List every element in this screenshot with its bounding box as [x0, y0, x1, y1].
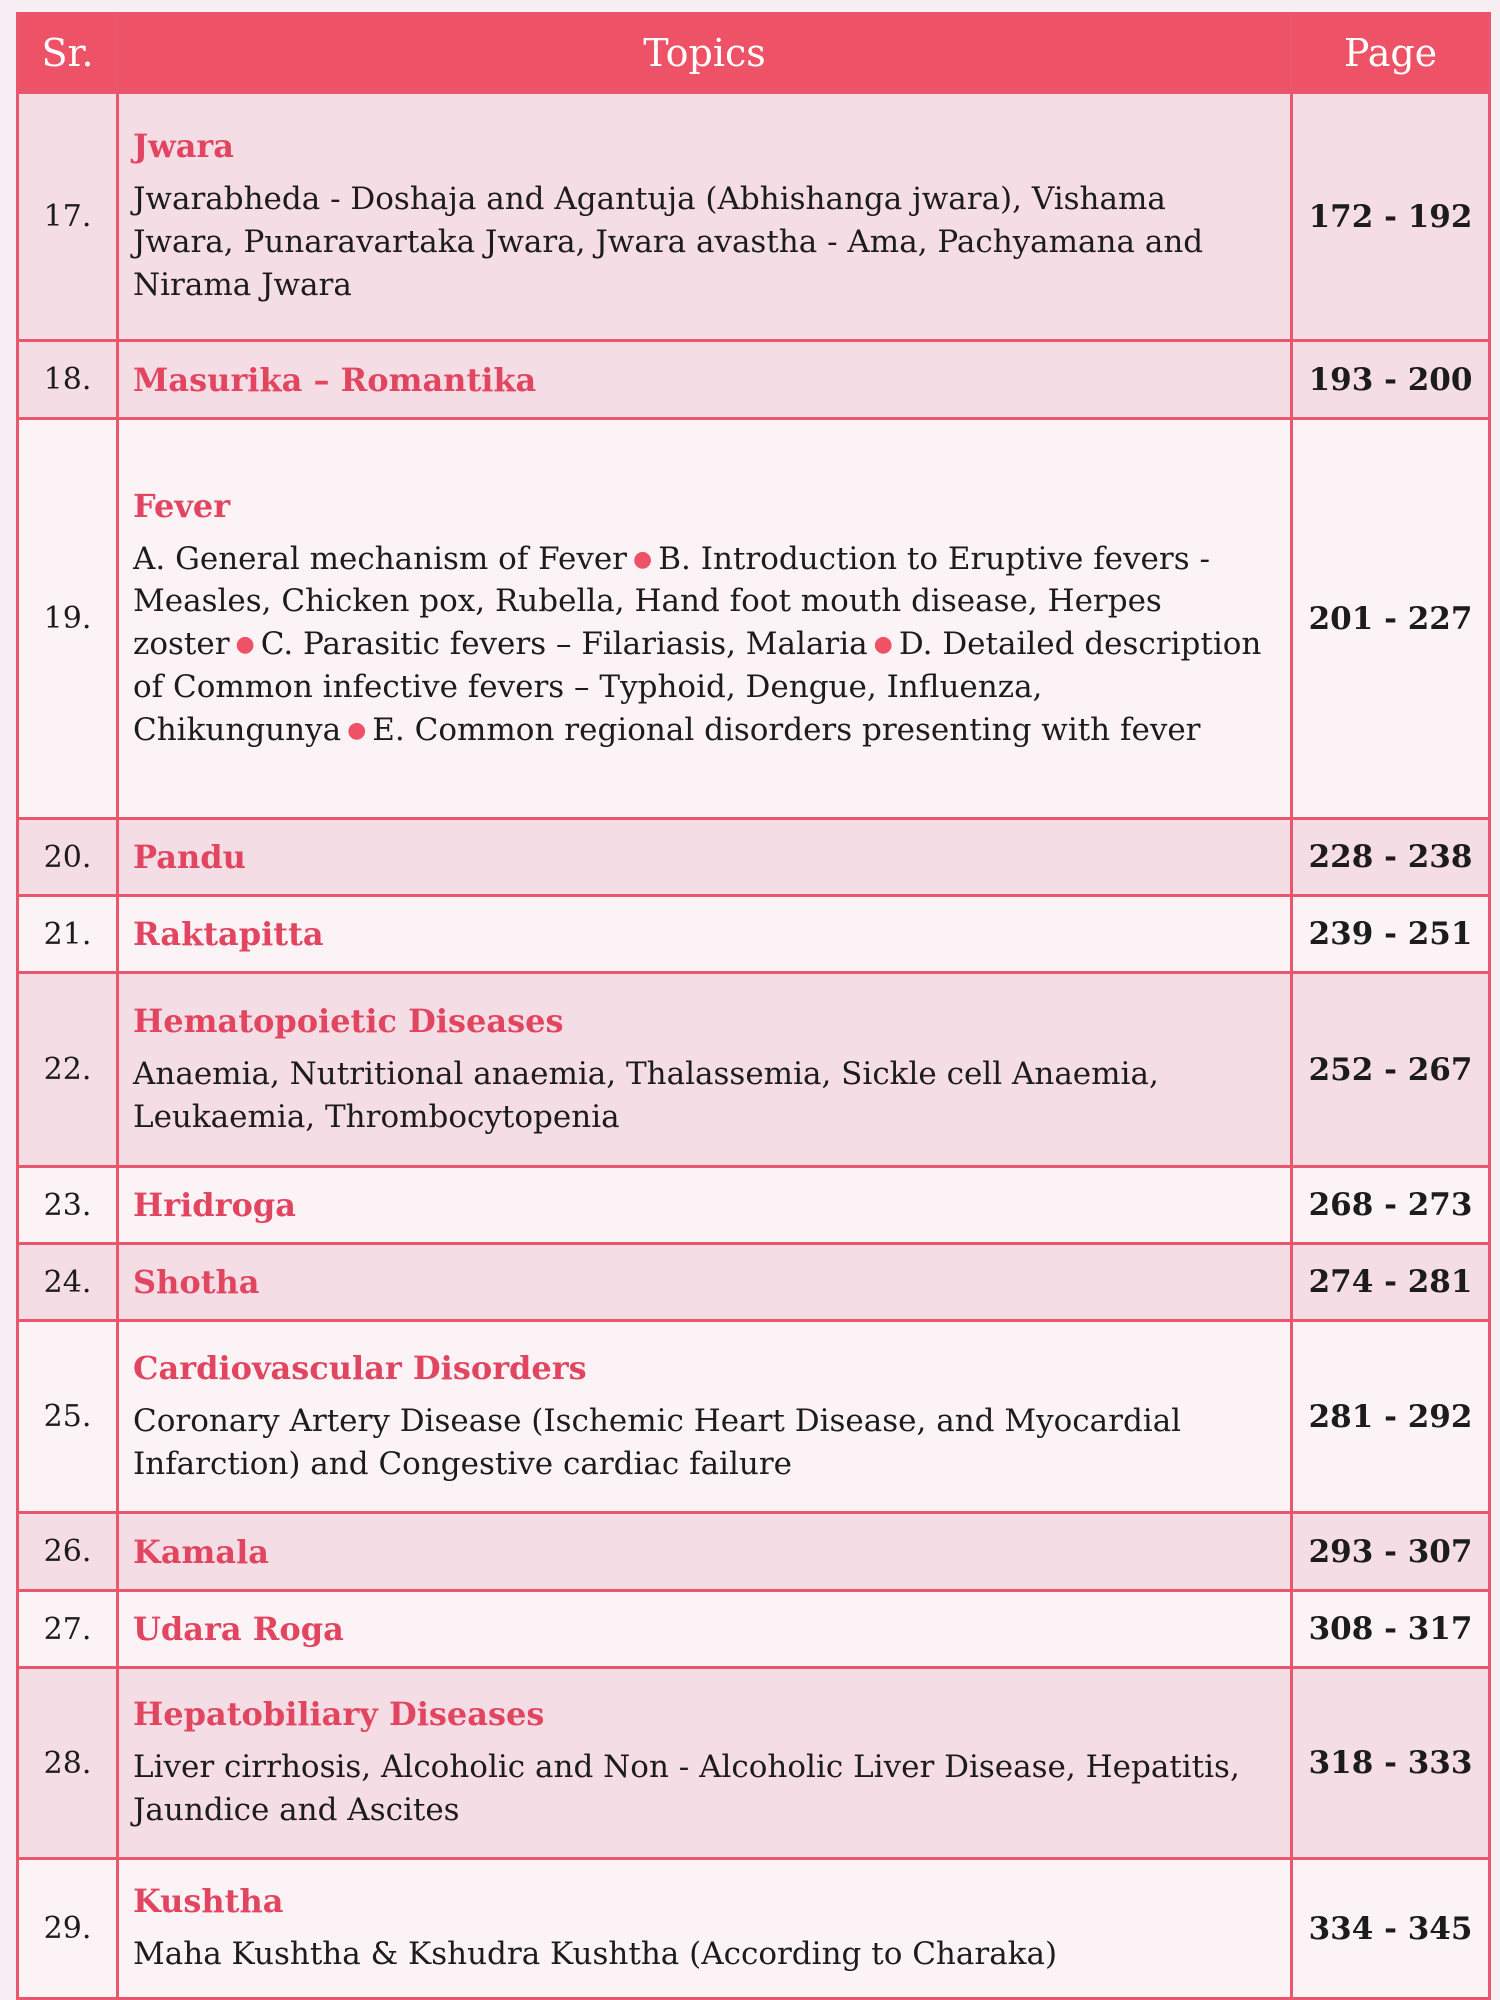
table-row: [18, 1321, 1490, 1513]
topic-details: Liver cirrhosis, Alcoholic and Non - Alcoholic Liver Disease, Hepatitis, Jaundice and Ascites: [133, 1749, 1240, 1828]
topic-title: Jwara: [133, 127, 235, 166]
bullet-icon: ●: [633, 546, 653, 572]
header-topics: Topics: [118, 14, 1292, 93]
row-topic: [118, 1321, 1292, 1513]
table-row: [18, 341, 1490, 419]
table-row: [18, 1668, 1490, 1859]
topic-title: Kushtha: [133, 1882, 284, 1921]
row-topic: [118, 1167, 1292, 1244]
topic-title: Shotha: [133, 1263, 260, 1301]
topic-title: Udara Roga: [133, 1610, 344, 1648]
header-page: Page: [1292, 14, 1490, 93]
topic-title: Pandu: [133, 838, 246, 876]
bullet-icon: ●: [235, 632, 255, 658]
table-row: [18, 1244, 1490, 1321]
row-topic: [118, 1668, 1292, 1859]
row-sr: 28.: [18, 1668, 118, 1859]
topic-part: D. Detailed description of Common infective fevers – Typhoid, Dengue, Influenza, Chikungunya: [133, 626, 1262, 748]
table-header-row: [18, 14, 1490, 93]
row-topic: [118, 1244, 1292, 1321]
topic-part: E. Common regional disorders presenting with fever: [372, 711, 1201, 748]
row-pages: 293 - 307: [1292, 1513, 1490, 1591]
row-sr: 17.: [18, 93, 118, 341]
row-sr: 22.: [18, 973, 118, 1167]
topic-part: B. Introduction to Eruptive fevers - Measles, Chicken pox, Rubella, Hand foot mouth disease, Herpes zoster: [133, 540, 1210, 663]
row-pages: 228 - 238: [1292, 819, 1490, 896]
row-pages: 201 - 227: [1292, 419, 1490, 819]
row-pages: 308 - 317: [1292, 1591, 1490, 1668]
topic-title: Masurika – Romantika: [133, 360, 537, 399]
row-pages: 252 - 267: [1292, 973, 1490, 1167]
topic-title: Hridroga: [133, 1186, 296, 1224]
topic-title: Fever: [133, 486, 231, 525]
topic-title: Hematopoietic Diseases: [133, 1001, 564, 1040]
row-pages: 281 - 292: [1292, 1321, 1490, 1513]
topic-details: Jwarabheda - Doshaja and Agantuja (Abhishanga jwara), Vishama Jwara, Punaravartaka Jwara, Jwara avastha - Ama, Pachyamana and Nirama Jwara: [133, 181, 1204, 303]
bullet-icon: ●: [873, 632, 893, 658]
row-topic: [118, 93, 1292, 341]
row-topic: [118, 1591, 1292, 1668]
topic-title: Hepatobiliary Diseases: [133, 1695, 545, 1734]
row-pages: 268 - 273: [1292, 1167, 1490, 1244]
table-row: [18, 896, 1490, 973]
table-row: [18, 1513, 1490, 1591]
topic-details: Coronary Artery Disease (Ischemic Heart Disease, and Myocardial Infarction) and Congestive cardiac failure: [133, 1402, 1182, 1482]
row-topic: [118, 341, 1292, 419]
topic-title: Raktapitta: [133, 915, 324, 953]
row-topic: [118, 1513, 1292, 1591]
row-topic: [118, 973, 1292, 1167]
table-row: [18, 1591, 1490, 1668]
row-sr: 23.: [18, 1167, 118, 1244]
row-topic: [118, 896, 1292, 973]
topic-details: [133, 538, 1276, 752]
row-sr: 18.: [18, 341, 118, 419]
row-topic: [118, 1859, 1292, 1999]
row-topic: [118, 419, 1292, 819]
bullet-icon: ●: [347, 717, 367, 743]
table-row: [18, 819, 1490, 896]
contents-table: [16, 12, 1491, 2000]
row-pages: 193 - 200: [1292, 341, 1490, 419]
row-pages: 318 - 333: [1292, 1668, 1490, 1859]
topic-details: Maha Kushtha & Kshudra Kushtha (According to Charaka): [133, 1936, 1058, 1973]
table-row: [18, 93, 1490, 341]
row-pages: 172 - 192: [1292, 93, 1490, 341]
row-topic: [118, 819, 1292, 896]
row-sr: 19.: [18, 419, 118, 819]
row-pages: 274 - 281: [1292, 1244, 1490, 1321]
topic-part: A. General mechanism of Fever: [133, 540, 628, 577]
row-sr: 27.: [18, 1591, 118, 1668]
topic-title: Kamala: [133, 1532, 270, 1571]
table-row: [18, 973, 1490, 1167]
row-sr: 24.: [18, 1244, 118, 1321]
row-pages: 239 - 251: [1292, 896, 1490, 973]
header-sr: Sr.: [18, 14, 118, 93]
table-row: [18, 1167, 1490, 1244]
row-sr: 26.: [18, 1513, 118, 1591]
table-row: [18, 1859, 1490, 1999]
table-row: [18, 419, 1490, 819]
row-pages: 334 - 345: [1292, 1859, 1490, 1999]
topic-part: C. Parasitic fevers – Filariasis, Malaria: [260, 626, 868, 663]
row-sr: 29.: [18, 1859, 118, 1999]
row-sr: 21.: [18, 896, 118, 973]
topic-title: Cardiovascular Disorders: [133, 1348, 587, 1387]
row-sr: 25.: [18, 1321, 118, 1513]
row-sr: 20.: [18, 819, 118, 896]
topic-details: Anaemia, Nutritional anaemia, Thalassemia, Sickle cell Anaemia, Leukaemia, Thrombocytopenia: [133, 1055, 1159, 1135]
